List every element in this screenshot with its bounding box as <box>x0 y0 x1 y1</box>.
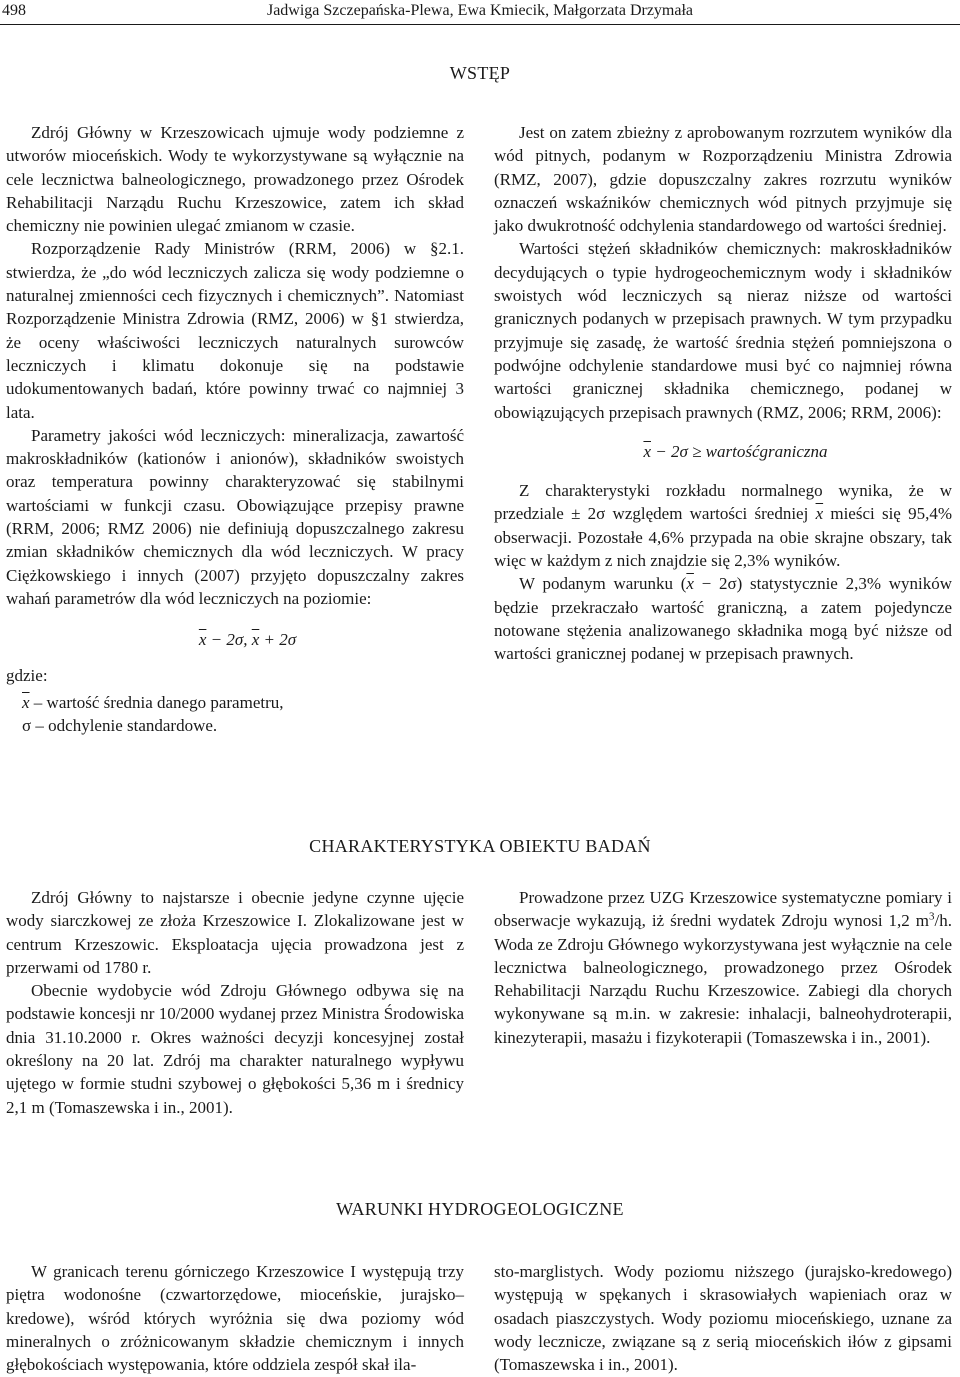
formula-range: $\overline{x} - 2\sigma$, $\overline{x} + 2\sigma$ <box>198 630 297 650</box>
running-header <box>0 0 960 22</box>
paragraph: sto-marglistych. Wody poziomu niższego (jurajsko-kredowego) występują w spękanych i skrasowiałych wapieniach oraz w osadach piaszczystych. Wody poziomu mioceńskiego, uznane za wody lecznicze, związane są z serią mioceńskich iłów z gipsami (Tomaszewska i in., 2001). <box>494 1262 952 1375</box>
paragraph: Zdrój Główny to najstarsze i obecnie jedyne czynne ujęcie wody siarczkowej ze złoża Krzeszowice I. Zlokalizowane jest w centrum Krzeszowic. Eksploatacja ujęcia prowadzona jest z przerwami od 1780 r. <box>6 888 464 977</box>
paragraph: Parametry jakości wód leczniczych: mineralizacja, zawartość makroskładników (kationów i anionów), składników swoistych oraz temperatura powinny charakteryzować się stabilnymi wartościami w funkcji czasu. Obowiązujące przepisy prawne (RRM, 2006; RMZ 2006) nie definiują dopuszczalnego zakresu zmian składników chemicznych dla wód leczniczych. W pracy Ciężkowskiego i innych (2007) przyjęto dopuszczalny zakres wahań parametrów dla wód leczniczych na poziomie: <box>6 425 464 608</box>
char-left-column <box>6 886 464 1119</box>
wstep-left-column <box>6 121 464 737</box>
paragraph: Z charakterystyki rozkładu normalnego wynika, że w przedziale ± 2σ względem wartości średniej $\overline{x}$ mieści się 95,4% obserwacji. Pozostałe 4,6% przypada na obie skrajne obszary, tak więc w każdym z nich znajdzie się 2,3% wyników. <box>494 481 953 571</box>
paragraph: Prowadzone przez UZG Krzeszowice systematyczne pomiary i obserwacje wykazują, iż średni wydatek Zdroju wynosi 1,2 $m^3/h$. Woda ze Zdroju Głównego wykorzystywana jest wyłącznie na cele lecznictwa balneologicznego, prowadzonego przez Ośrodek Rehabilitacji Narządu Ruchu Krzeszowice. Zabiegi dla chorych wykonywane są m.in. w zakresie: inhalacji, balneohydroterapii, kinezyterapii, masażu i fizykoterapii (Tomaszewska i in., 2001). <box>494 888 952 1047</box>
legend-item-mean: $\overline{x}$ – wartość średnia danego parametru, <box>22 692 284 712</box>
section-title-wstep: WSTĘP <box>449 63 511 83</box>
section-title-warunki: WARUNKI HYDROGEOLOGICZNE <box>336 1199 624 1219</box>
gdzie-label: gdzie: <box>6 665 48 685</box>
paragraph: Wartości stężeń składników chemicznych: makroskładników decydujących o typie hydrogeochemicznym wody i składników swoistych wód leczniczych są nieraz niższe od wartości granicznych podanych w przepisach prawnych. W tym przypadku przyjmuje się zasadę, że wartość średnia stężeń pomniejszona o podwójne odchylenie standardowe musi być co najmniej równa wartości granicznej składnika chemicznego, podanej w obowiązujących przepisach prawnych (RMZ, 2006; RRM, 2006): <box>494 239 952 422</box>
warunki-right-column <box>494 1260 952 1376</box>
formula-limit: $\overline{x} - 2\sigma$ ≥ wartośćgraniczna <box>643 441 828 461</box>
legend-item-sigma: σ – odchylenie standardowe. <box>22 716 218 736</box>
paragraph: Zdrój Główny w Krzeszowicach ujmuje wody podziemne z utworów mioceńskich. Wody te wykorzystywane są wyłącznie na cele lecznictwa balneologicznego, prowadzonego przez Ośrodek Rehabilitacji Narządu Ruchu Krzeszowice, zatem ich skład chemiczny nie powinien ulegać zmianom w czasie. <box>6 123 464 236</box>
paragraph: W granicach terenu górniczego Krzeszowice I występują trzy piętra wodonośne (czwartorzędowe, mioceńskie, jurajsko–kredowe), wśród których wyróżnia się dwa poziomy wód mineralnych o zróżnicowanym składzie chemicznym i innych głębokościach występowania, które oddziela zespół skał ila- <box>6 1262 464 1375</box>
warunki-left-column <box>6 1260 464 1376</box>
formula-legend <box>6 691 464 738</box>
running-header-authors: Jadwiga Szczepańska-Plewa, Ewa Kmiecik, Małgorzata Drzymała <box>266 2 694 19</box>
page-number: 498 <box>2 2 26 19</box>
char-right-column <box>494 886 952 1049</box>
wstep-right-column <box>494 121 952 666</box>
paragraph: W podanym warunku $(\overline{x} - 2\sigma)$ statystycznie 2,3% wyników będzie przekraczało wartość graniczną, a zatem pojedyncze notowane stężenia analizowanego składnika mogą być niższe od wartości granicznej podanej w przepisach prawnych. <box>494 574 953 664</box>
section-title-charakterystyka: CHARAKTERYSTYKA OBIEKTU BADAŃ <box>309 836 651 856</box>
header-rule <box>0 24 960 25</box>
paragraph: Obecnie wydobycie wód Zdroju Głównego odbywa się na podstawie koncesji nr 10/2000 wydanej przez Ministra Środowiska dnia 31.10.2000 r. Okres ważności decyzji koncesyjnej został określony na 20 lat. Zdrój ma charakter naturalnego wypływu ujętego w formie studni szybowej o głębokości 5,36 m i średnicy 2,1 m (Tomaszewska i in., 2001). <box>6 981 464 1117</box>
paragraph: Jest on zatem zbieżny z aprobowanym rozrzutem wyników dla wód pitnych, podanym w Rozporządzeniu Ministra Zdrowia (RMZ, 2007), gdzie dopuszczalny zakres rozrzutu wyników oznaczeń wskaźników chemicznych wód pitnych przyjmuje się jako dwukrotność odchylenia standardowego od wartości średniej. <box>494 123 952 236</box>
paragraph: Rozporządzenie Rady Ministrów (RRM, 2006) w §2.1. stwierdza, że „do wód leczniczych zalicza się wody podziemne o naturalnej zmienności cech fizycznych i chemicznych”. Natomiast Rozporządzenie Ministra Zdrowia (RMZ, 2006) w §1 stwierdza, że oceny właściwości leczniczych naturalnych surowców leczniczych i klimatu dokonuje się na podstawie udokumentowanych badań, które powinny trwać co najmniej 3 lata. <box>6 239 464 422</box>
